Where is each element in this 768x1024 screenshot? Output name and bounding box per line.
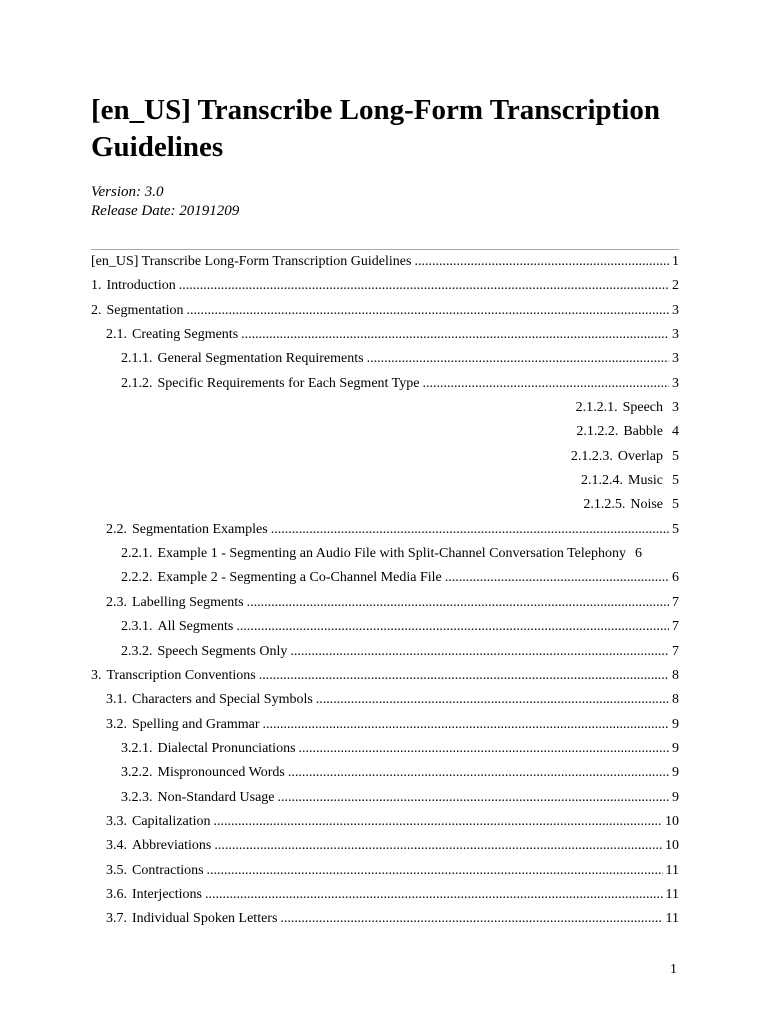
toc-entry[interactable] [91, 323, 679, 347]
toc-entry-number: 2.1.2.1. [575, 400, 618, 416]
toc-entry[interactable] [91, 493, 679, 517]
toc-entry[interactable] [91, 810, 679, 834]
toc-entry[interactable] [91, 469, 679, 493]
toc-entry[interactable] [91, 907, 679, 931]
toc-entry-title: Interjections [132, 886, 202, 902]
toc-entry-title: Characters and Special Symbols [132, 692, 313, 708]
toc-leader-dots [445, 566, 669, 590]
toc-entry-title: Noise [630, 497, 663, 513]
toc-entry-page: 7 [672, 594, 679, 610]
toc-entry[interactable] [91, 640, 679, 664]
toc-entry-title: Speech [622, 400, 663, 416]
toc-entry-number: 2.2.2. [121, 570, 153, 586]
toc-entry-number: 3.2. [106, 716, 127, 732]
toc-entry-title: Non-Standard Usage [157, 789, 275, 805]
toc-entry-title: Individual Spoken Letters [132, 911, 278, 927]
toc-leader-dots [214, 810, 662, 834]
toc-entry-title: Overlap [617, 448, 663, 464]
toc-entry[interactable] [91, 445, 679, 469]
toc-entry-number: 2. [91, 302, 102, 318]
toc-entry[interactable] [91, 859, 679, 883]
toc-entry[interactable] [91, 566, 679, 590]
toc-entry-number: 2.2.1. [121, 546, 153, 562]
toc-entry[interactable] [91, 786, 679, 810]
toc-entry-page: 5 [672, 521, 679, 537]
toc-entry[interactable] [91, 274, 679, 298]
toc-leader-dots [414, 250, 669, 274]
toc-entry-page: 9 [672, 789, 679, 805]
toc-leader-dots [259, 664, 669, 688]
toc-entry-page: 5 [672, 497, 679, 513]
toc-entry-title: General Segmentation Requirements [157, 351, 364, 367]
toc-entry-title: Capitalization [132, 813, 211, 829]
toc-entry-number: 2.1.1. [121, 351, 153, 367]
toc-entry[interactable] [91, 372, 679, 396]
toc-entry-title: Abbreviations [132, 838, 212, 854]
toc-leader-dots [236, 615, 669, 639]
toc-leader-dots [205, 883, 663, 907]
toc-entry[interactable] [91, 420, 679, 444]
toc-entry-title: Segmentation Examples [132, 521, 268, 537]
page-number: 1 [670, 962, 677, 977]
toc-entry[interactable] [91, 591, 679, 615]
toc-leader-dots [278, 786, 669, 810]
toc-entry-page: 9 [672, 740, 679, 756]
toc-entry-title: Speech Segments Only [157, 643, 288, 659]
toc-leader-dots [207, 859, 663, 883]
toc-entry[interactable] [91, 688, 679, 712]
toc-entry-page: 3 [672, 351, 679, 367]
toc-leader-dots [241, 323, 669, 347]
toc-entry-page: 10 [665, 813, 679, 829]
toc-entry-number: 2.1.2. [121, 375, 153, 391]
version-text: Version: 3.0 [91, 184, 164, 200]
toc-entry-title: Introduction [106, 278, 176, 294]
toc-entry-number: 3.4. [106, 838, 127, 854]
toc-entry-title: Segmentation [106, 302, 184, 318]
toc-entry-page: 4 [672, 424, 679, 440]
toc-entry-title: Contractions [132, 862, 204, 878]
toc-entry-title: Mispronounced Words [157, 765, 285, 781]
toc-entry-number: 2.1.2.2. [576, 424, 619, 440]
toc-leader-dots [280, 907, 662, 931]
toc-entry[interactable] [91, 250, 679, 274]
toc-entry-title: Creating Segments [132, 327, 239, 343]
toc-entry-page: 7 [672, 619, 679, 635]
release-date-text: Release Date: 20191209 [91, 203, 240, 219]
toc-entry[interactable] [91, 834, 679, 858]
toc-entry-number: 2.3.1. [121, 619, 153, 635]
toc-leader-dots [271, 518, 669, 542]
toc-entry-title: Example 1 - Segmenting an Audio File with Split-Channel Conversation Telephony [157, 546, 626, 562]
toc-entry-page: 3 [672, 302, 679, 318]
toc-entry[interactable] [91, 615, 679, 639]
toc-entry[interactable] [91, 883, 679, 907]
toc-leader-dots [367, 347, 669, 371]
toc-entry-title: All Segments [157, 619, 234, 635]
toc-entry[interactable] [91, 664, 679, 688]
toc-entry-number: 2.3. [106, 594, 127, 610]
toc-leader-dots [263, 713, 669, 737]
toc-entry-number: 3.7. [106, 911, 127, 927]
toc-entry-number: 3.2.2. [121, 765, 153, 781]
toc-entry-number: 2.1.2.5. [583, 497, 626, 513]
toc-entry[interactable] [91, 518, 679, 542]
toc-entry-number: 2.1.2.3. [570, 448, 613, 464]
toc-entry-number: 3.2.1. [121, 740, 153, 756]
toc-leader-dots [247, 591, 669, 615]
toc-entry-number: 3.2.3. [121, 789, 153, 805]
toc-entry-number: 3. [91, 667, 102, 683]
toc-entry-number: 3.1. [106, 692, 127, 708]
toc-leader-dots [299, 737, 669, 761]
toc-entry-number: 2.1. [106, 327, 127, 343]
toc-entry-title: [en_US] Transcribe Long-Form Transcription Guidelines [91, 254, 412, 269]
toc-entry-page: 11 [665, 886, 679, 902]
toc-entry[interactable] [91, 396, 679, 420]
toc-leader-dots [288, 761, 669, 785]
toc-entry-number: 2.1.2.4. [581, 473, 623, 489]
toc-entry-title: Dialectal Pronunciations [157, 740, 296, 756]
toc-entry-page: 3 [672, 400, 679, 416]
toc-entry-number: 3.5. [106, 862, 127, 878]
toc-entry[interactable] [91, 299, 679, 323]
table-of-contents [91, 250, 679, 932]
toc-entry-page: 3 [672, 327, 679, 343]
toc-entry-number: 2.3.2. [121, 643, 153, 659]
toc-entry-page: 10 [665, 838, 679, 854]
toc-entry-page: 11 [665, 862, 679, 878]
toc-entry-page: 6 [634, 546, 642, 562]
toc-entry-page: 5 [672, 473, 679, 489]
toc-entry-title: Specific Requirements for Each Segment Type [157, 375, 420, 391]
toc-entry[interactable] [91, 542, 679, 566]
toc-entry-title: Labelling Segments [132, 594, 244, 610]
toc-entry-page: 9 [672, 716, 679, 732]
toc-entry-number: 3.3. [106, 813, 127, 829]
toc-entry-number: 3.6. [106, 886, 127, 902]
toc-entry-title: Babble [623, 424, 663, 440]
toc-entry-title: Spelling and Grammar [132, 716, 260, 732]
toc-entry-page: 3 [672, 375, 679, 391]
toc-entry-title: Music [628, 473, 663, 489]
toc-entry-page: 2 [672, 278, 679, 294]
toc-entry[interactable] [91, 713, 679, 737]
toc-entry-page: 9 [672, 765, 679, 781]
toc-leader-dots [179, 274, 669, 298]
page-title: [en_US] Transcribe Long-Form Transcription Guidelines [91, 94, 660, 163]
toc-leader-dots [316, 688, 669, 712]
toc-leader-dots [187, 299, 670, 323]
toc-entry-page: 1 [672, 254, 679, 269]
toc-entry-page: 11 [665, 911, 679, 927]
toc-entry[interactable] [91, 347, 679, 371]
toc-entry-page: 7 [672, 643, 679, 659]
toc-entry-page: 8 [672, 692, 679, 708]
toc-leader-dots [214, 834, 662, 858]
toc-leader-dots [290, 640, 669, 664]
toc-entry[interactable] [91, 761, 679, 785]
toc-entry-number: 2.2. [106, 521, 127, 537]
toc-entry-title: Example 2 - Segmenting a Co-Channel Media File [157, 570, 442, 586]
document-meta [91, 183, 239, 221]
toc-entry-page: 5 [672, 448, 679, 464]
toc-entry-number: 1. [91, 278, 102, 294]
toc-entry-page: 6 [672, 570, 679, 586]
toc-entry-title: Transcription Conventions [106, 667, 256, 683]
toc-entry[interactable] [91, 737, 679, 761]
toc-leader-dots [422, 372, 669, 396]
toc-entry-page: 8 [672, 667, 679, 683]
